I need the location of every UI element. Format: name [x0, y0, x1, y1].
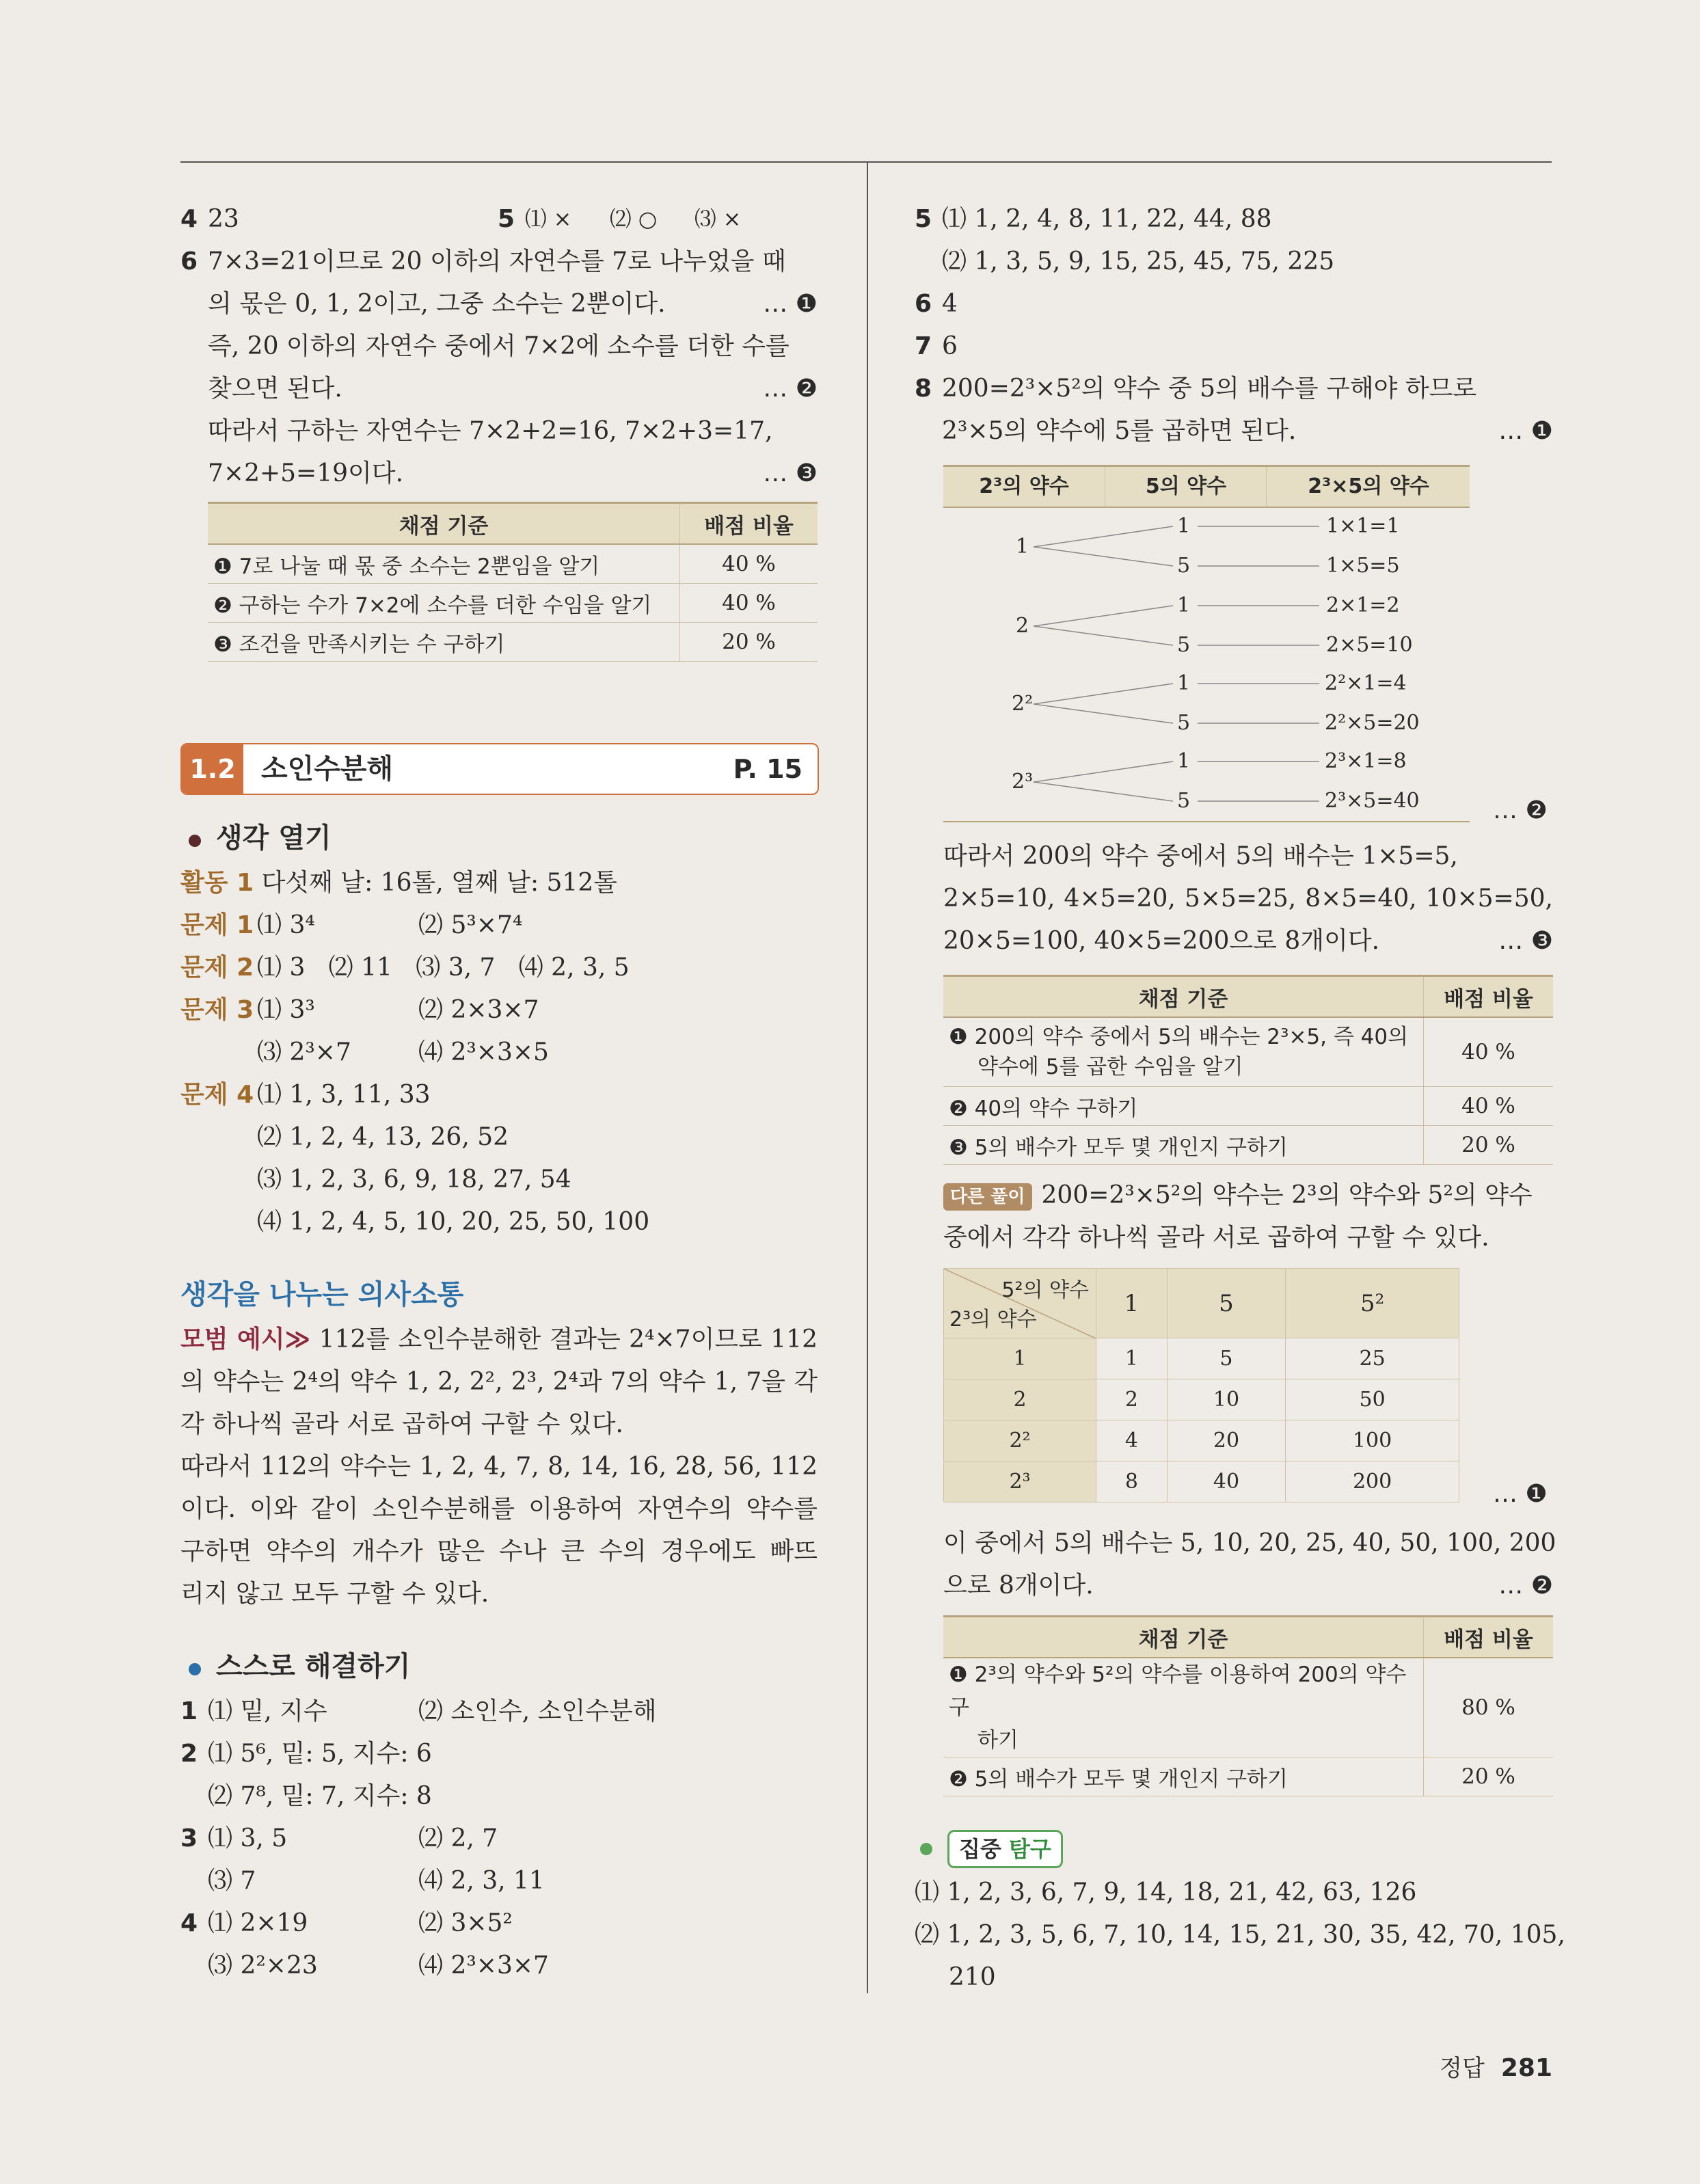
heading-text: 스스로 해결하기 — [216, 1651, 411, 1682]
answer-part: ⑴ 3 ⑵ 11 ⑶ 3, 7 ⑷ 2, 3, 5 — [257, 954, 630, 982]
grading-row — [943, 1126, 1553, 1165]
share-text: 리지 않고 모두 구할 수 있다. — [180, 1580, 489, 1608]
step-marker: … ❸ — [1498, 927, 1553, 955]
alt-conclusion-block — [943, 1522, 1556, 1796]
solution-text: 으로 8개이다. — [943, 1572, 1094, 1600]
grid-cell: 25 — [1286, 1338, 1459, 1379]
grading-header: 채점 기준 — [943, 1617, 1424, 1658]
self-row — [180, 1902, 818, 1945]
solution-text: 200=2³×5²의 약수 중 5의 배수를 구해야 하므로 — [942, 375, 1477, 403]
answer-part: ⑴ 1, 2, 3, 6, 7, 9, 14, 18, 21, 42, 63, 126 — [915, 1878, 1417, 1906]
answer-number: 4 — [180, 1909, 198, 1937]
share-line — [180, 1319, 818, 1361]
tree-node: 5 — [1177, 633, 1191, 657]
step-marker: … ❶ — [763, 290, 818, 318]
divisor-tree — [943, 465, 1470, 823]
answer-row — [915, 368, 1553, 410]
grading-criterion: 구하는 수가 7×2에 소수를 더한 수임을 알기 — [239, 593, 652, 618]
grid-cell: 4 — [1096, 1420, 1168, 1461]
answer-part: ⑶ 7 — [208, 1867, 256, 1895]
answer-number: 5 — [498, 205, 515, 233]
share-heading — [180, 1273, 818, 1319]
answer-part: ⑶ 1, 2, 3, 6, 9, 18, 27, 54 — [257, 1165, 571, 1194]
grading-ratio: 20 % — [680, 623, 818, 662]
share-line — [180, 1446, 818, 1488]
tree-node: 1 — [1177, 749, 1191, 773]
top-rule — [180, 161, 1552, 163]
tree-product: 2×5=10 — [1326, 633, 1413, 657]
answer-part: ⑶ 2³×7 — [257, 1038, 351, 1066]
answer-part: ⑷ 1, 2, 4, 5, 10, 20, 25, 50, 100 — [257, 1208, 650, 1236]
grid-col-header: 5 — [1167, 1269, 1285, 1338]
answer-part: ⑴ 밑, 지수 — [208, 1697, 327, 1725]
problem-row — [180, 1201, 818, 1243]
grid-cell: 100 — [1286, 1420, 1459, 1461]
share-text: 따라서 112의 약수는 1, 2, 4, 7, 8, 14, 16, 28, 56, 112 — [180, 1453, 818, 1481]
solution-text: 20×5=100, 40×5=200으로 8개이다. — [943, 927, 1380, 955]
page-number: 281 — [1500, 2054, 1552, 2082]
tree-node: 1 — [1177, 671, 1191, 695]
answer-4-5-row — [180, 198, 818, 241]
problem-row — [180, 904, 818, 947]
grading-row — [943, 1757, 1553, 1796]
grading-row — [943, 1658, 1553, 1757]
solution-line — [943, 1565, 1553, 1607]
step-marker: ❷ — [949, 1766, 968, 1792]
bullet-icon — [920, 1843, 932, 1855]
answer-part: ⑴ × — [525, 207, 572, 232]
self-row — [180, 1733, 818, 1775]
problem-label: 문제 3 — [180, 996, 254, 1024]
share-line — [180, 1531, 818, 1573]
grid-col-header: 1 — [1096, 1269, 1168, 1338]
step-marker: ❶ — [949, 1025, 968, 1049]
solution-line — [180, 453, 818, 495]
grading-criterion: 하기 — [977, 1728, 1018, 1753]
grid-corner-label: 2³의 약수 — [949, 1308, 1037, 1332]
share-line — [180, 1403, 818, 1446]
self-row — [180, 1860, 818, 1902]
problem-label: 문제 4 — [180, 1081, 254, 1109]
grid-corner — [944, 1269, 1096, 1338]
answer-part: ⑵ 2, 7 — [418, 1824, 498, 1852]
answer-number: 5 — [915, 205, 932, 233]
grid-cell: 1 — [1096, 1338, 1168, 1379]
solution-text: 2×5=10, 4×5=20, 5×5=25, 8×5=40, 10×5=50, — [943, 885, 1553, 913]
solution-text: 7×2+5=19이다. — [208, 459, 404, 487]
tree-node: 1 — [1016, 535, 1029, 558]
grading-table — [943, 975, 1553, 1165]
tree-header-cell: 2³의 약수 — [979, 474, 1069, 498]
answer-number: 1 — [180, 1697, 198, 1725]
answer-part: ⑵ 5³×7⁴ — [418, 911, 523, 939]
answer-number: 3 — [180, 1824, 198, 1852]
left-column-lower — [180, 817, 818, 1987]
solution-text: 따라서 구하는 자연수는 7×2+2=16, 7×2+3=17, — [208, 417, 773, 445]
solution-line — [943, 1522, 1556, 1565]
step-marker: ❷ — [213, 593, 232, 618]
tree-product: 2×1=2 — [1326, 593, 1400, 617]
step-marker: … ❷ — [1493, 796, 1548, 824]
focus-answer — [915, 1872, 1553, 1914]
answer-row — [915, 410, 1553, 453]
step-marker: … ❷ — [1498, 1572, 1553, 1600]
problem-label: 문제 2 — [180, 954, 254, 982]
grading-table — [943, 1615, 1553, 1796]
problem-label: 문제 1 — [180, 911, 254, 939]
grid-row-header: 1 — [944, 1338, 1096, 1379]
answer-part: ⑵ 7⁸, 밑: 7, 지수: 8 — [208, 1782, 432, 1810]
answer-part: 210 — [949, 1963, 996, 1991]
tree-node: 2 — [1016, 614, 1029, 638]
solution-line — [180, 410, 818, 453]
solution-text: 찾으면 된다. — [208, 375, 342, 403]
focus-answer — [915, 1914, 1565, 1956]
solution-text: 의 몫은 0, 1, 2이고, 그중 소수는 2뿐이다. — [208, 290, 666, 318]
share-text: 의 약수는 2⁴의 약수 1, 2, 2², 2³, 2⁴과 7의 약수 1, 7을 각 — [180, 1368, 818, 1396]
answer-part: ⑴ 3, 5 — [208, 1824, 288, 1852]
answer-number: 6 — [180, 247, 198, 275]
answer-part: ⑷ 2, 3, 11 — [418, 1867, 545, 1895]
share-text: 이다. 이와 같이 소인수분해를 이용하여 자연수의 약수를 — [180, 1495, 818, 1523]
answer-number: 7 — [915, 332, 932, 360]
grading-criterion: 약수에 5를 곱한 수임을 알기 — [977, 1055, 1243, 1079]
grid-col-header: 5² — [1286, 1269, 1459, 1338]
self-row — [180, 1818, 818, 1860]
step-marker: ❶ — [213, 554, 232, 579]
answer-text: 4 — [942, 290, 958, 318]
tree-node: 5 — [1177, 789, 1191, 813]
heading-text: 생각 열기 — [216, 822, 332, 854]
answer-part: ⑵ ○ — [610, 207, 658, 232]
section-number: 1.2 — [182, 744, 243, 794]
section-title: 소인수분해 — [261, 753, 394, 785]
share-line — [180, 1488, 818, 1531]
grading-row — [208, 544, 818, 584]
alt-solution-line — [943, 1217, 1553, 1259]
tree-product: 2²×1=4 — [1325, 671, 1407, 695]
tree-node: 2³ — [1012, 770, 1034, 794]
solution-line — [943, 878, 1553, 920]
grading-ratio: 40 % — [1424, 1087, 1554, 1126]
answer-part: ⑷ 2³×3×5 — [418, 1038, 549, 1066]
tree-product: 2³×1=8 — [1325, 749, 1407, 773]
share-text: 112를 소인수분해한 결과는 2⁴×7이므로 112 — [319, 1325, 818, 1353]
answer-part: ⑶ × — [694, 207, 742, 232]
footer-label: 정답 — [1440, 2055, 1485, 2082]
grading-ratio: 20 % — [1424, 1757, 1554, 1796]
grid-cell: 2 — [1096, 1379, 1168, 1420]
grid-row-header: 2² — [944, 1420, 1096, 1461]
share-text: 구하면 약수의 개수가 많은 수나 큰 수의 경우에도 빠뜨 — [180, 1537, 818, 1565]
step-marker: ❸ — [213, 632, 232, 657]
tree-node: 5 — [1177, 554, 1191, 578]
right-column — [915, 198, 1553, 453]
answer-part: ⑴ 5⁶, 밑: 5, 지수: 6 — [208, 1740, 432, 1768]
grid-corner-label: 5²의 약수 — [1001, 1278, 1089, 1302]
self-heading — [180, 1645, 818, 1690]
step-marker: ❸ — [949, 1135, 968, 1160]
grid-cell: 40 — [1167, 1461, 1285, 1502]
solution-text: 200=2³×5²의 약수는 2³의 약수와 5²의 약수 — [1041, 1181, 1533, 1209]
answer-part: ⑵ 1, 2, 3, 5, 6, 7, 10, 14, 15, 21, 30, 35, 42, 70, 105, — [915, 1921, 1565, 1949]
step-marker: … ❷ — [763, 375, 818, 403]
solution-line — [180, 241, 818, 283]
bullet-icon — [189, 1663, 201, 1675]
answer-part: ⑴ 2×19 — [208, 1909, 308, 1937]
tree-product: 1×1=1 — [1326, 514, 1400, 538]
answer-part: ⑴ 1, 2, 4, 8, 11, 22, 44, 88 — [942, 205, 1272, 233]
solution-text: 중에서 각각 하나씩 골라 서로 곱하여 구할 수 있다. — [943, 1224, 1489, 1252]
conclusion-block — [943, 835, 1553, 1259]
step-marker: … ❸ — [763, 459, 818, 487]
tree-node: 5 — [1177, 711, 1191, 735]
share-text: 각 하나씩 골라 서로 곱하여 구할 수 있다. — [180, 1410, 623, 1438]
section-banner — [180, 743, 819, 795]
column-divider — [867, 161, 868, 1993]
page-footer — [1440, 2049, 1552, 2083]
grading-ratio: 40 % — [680, 544, 818, 584]
focus-label: 탐구 — [1008, 1836, 1051, 1862]
self-row — [180, 1775, 818, 1818]
grading-header: 채점 기준 — [208, 503, 680, 545]
grading-criterion: 40의 약수 구하기 — [974, 1096, 1138, 1121]
heading-text: 생각을 나누는 의사소통 — [180, 1279, 464, 1310]
solution-line — [180, 283, 818, 325]
problem-row — [180, 989, 818, 1032]
answer-number: 8 — [915, 375, 932, 403]
think-heading — [180, 817, 818, 862]
solution-text: 2³×5의 약수에 5를 곱하면 된다. — [942, 417, 1297, 445]
section-page-ref: P. 15 — [733, 754, 802, 784]
solution-text: 이 중에서 5의 배수는 5, 10, 20, 25, 40, 50, 100, 200 — [943, 1529, 1556, 1557]
left-column — [180, 198, 818, 662]
grid-cell: 200 — [1286, 1461, 1459, 1502]
answer-number: 6 — [915, 290, 932, 318]
focus-heading — [915, 1824, 1553, 1872]
solution-line — [180, 368, 818, 410]
tree-node: 1 — [1177, 593, 1191, 617]
share-line — [180, 1361, 818, 1403]
grading-header: 배점 비율 — [1424, 1617, 1554, 1658]
answer-text: 23 — [208, 205, 239, 233]
answer-part: ⑴ 3³ — [257, 996, 315, 1024]
answer-part: ⑵ 3×5² — [418, 1909, 513, 1937]
grading-header: 채점 기준 — [943, 976, 1424, 1018]
solution-line — [180, 325, 818, 368]
grading-criterion: 조건을 만족시키는 수 구하기 — [239, 632, 505, 657]
grading-criterion: 2³의 약수와 5²의 약수를 이용하여 200의 약수 구 — [949, 1662, 1407, 1720]
answer-part: ⑵ 1, 2, 4, 13, 26, 52 — [257, 1123, 509, 1151]
answer-part: ⑷ 2³×3×7 — [418, 1952, 549, 1980]
activity-label: 활동 1 — [180, 869, 254, 897]
share-line — [180, 1573, 818, 1615]
bullet-icon — [189, 835, 201, 847]
grid-cell: 20 — [1167, 1420, 1285, 1461]
grid-cell: 5 — [1167, 1338, 1285, 1379]
answer-part: ⑶ 2²×23 — [208, 1952, 318, 1980]
problem-row — [180, 1159, 818, 1201]
answer-row — [915, 325, 1553, 368]
focus-answer — [915, 1956, 1553, 1999]
grading-row — [208, 584, 818, 623]
grading-row — [943, 1087, 1553, 1126]
answer-part: ⑴ 3⁴ — [257, 911, 315, 939]
answer-number: 2 — [180, 1740, 198, 1768]
focus-label: 집중 — [959, 1836, 1001, 1862]
focus-block — [915, 1824, 1565, 1999]
grading-header: 배점 비율 — [680, 503, 818, 545]
grid-row-header: 2³ — [944, 1461, 1096, 1502]
grading-criterion: 200의 약수 중에서 5의 배수는 2³×5, 즉 40의 — [974, 1025, 1409, 1049]
answer-part: ⑵ 1, 3, 5, 9, 15, 25, 45, 75, 225 — [942, 247, 1335, 275]
grid-cell: 8 — [1096, 1461, 1168, 1502]
grid-cell: 10 — [1167, 1379, 1285, 1420]
grid-row-header: 2 — [944, 1379, 1096, 1420]
grading-row — [943, 1017, 1553, 1087]
activity-row — [180, 862, 818, 904]
grading-row — [208, 623, 818, 662]
self-row — [180, 1690, 818, 1733]
grading-ratio: 80 % — [1424, 1658, 1554, 1757]
solution-line — [943, 920, 1553, 962]
tree-header — [943, 465, 1470, 508]
solution-text: 즉, 20 이하의 자연수 중에서 7×2에 소수를 더한 수를 — [208, 332, 790, 360]
tree-node: 2² — [1012, 692, 1034, 716]
solution-text: 따라서 200의 약수 중에서 5의 배수는 1×5=5, — [943, 842, 1458, 870]
answer-number: 4 — [180, 205, 198, 233]
grading-ratio: 40 % — [1424, 1017, 1554, 1087]
answer-row — [915, 241, 1553, 283]
tree-product: 2³×5=40 — [1325, 789, 1420, 813]
solution-line — [943, 835, 1553, 878]
grading-table — [208, 502, 818, 662]
model-answer-label: 모범 예시≫ — [180, 1325, 311, 1353]
grading-criterion: 5의 배수가 모두 몇 개인지 구하기 — [974, 1135, 1288, 1160]
activity-text: 다섯째 날: 16톨, 열째 날: 512톨 — [261, 869, 618, 897]
step-marker: ❷ — [949, 1096, 968, 1121]
tree-node: 1 — [1177, 514, 1191, 538]
focus-badge — [947, 1830, 1063, 1868]
step-marker: … ❶ — [1493, 1480, 1548, 1508]
tree-header-cell: 5의 약수 — [1105, 467, 1267, 507]
alt-solution-tag: 다른 풀이 — [943, 1183, 1032, 1211]
step-marker: … ❶ — [1498, 417, 1553, 445]
problem-row — [180, 1074, 818, 1116]
problem-row — [180, 947, 818, 989]
problem-row — [180, 1116, 818, 1159]
answer-row — [915, 283, 1553, 325]
grading-criterion: 7로 나눌 때 몫 중 소수는 2뿐임을 알기 — [239, 554, 600, 579]
step-marker: ❶ — [949, 1662, 968, 1687]
alt-solution-line — [943, 1174, 1553, 1217]
divisor-grid — [943, 1268, 1459, 1502]
grading-header: 배점 비율 — [1424, 976, 1554, 1018]
answer-row — [915, 198, 1553, 241]
grading-ratio: 40 % — [680, 584, 818, 623]
grid-cell: 50 — [1286, 1379, 1459, 1420]
tree-header-cell: 2³×5의 약수 — [1266, 467, 1470, 507]
answer-text: 6 — [942, 332, 958, 360]
solution-text: 7×3=21이므로 20 이하의 자연수를 7로 나누었을 때 — [208, 247, 786, 275]
self-row — [180, 1945, 818, 1987]
answer-part: ⑵ 소인수, 소인수분해 — [418, 1697, 657, 1725]
tree-product: 1×5=5 — [1326, 554, 1400, 578]
grading-criterion: 5의 배수가 모두 몇 개인지 구하기 — [974, 1766, 1288, 1792]
problem-row — [180, 1032, 818, 1074]
grading-ratio: 20 % — [1424, 1126, 1554, 1165]
answer-part: ⑴ 1, 3, 11, 33 — [257, 1081, 431, 1109]
tree-product: 2²×5=20 — [1325, 711, 1420, 735]
answer-part: ⑵ 2×3×7 — [418, 996, 539, 1024]
